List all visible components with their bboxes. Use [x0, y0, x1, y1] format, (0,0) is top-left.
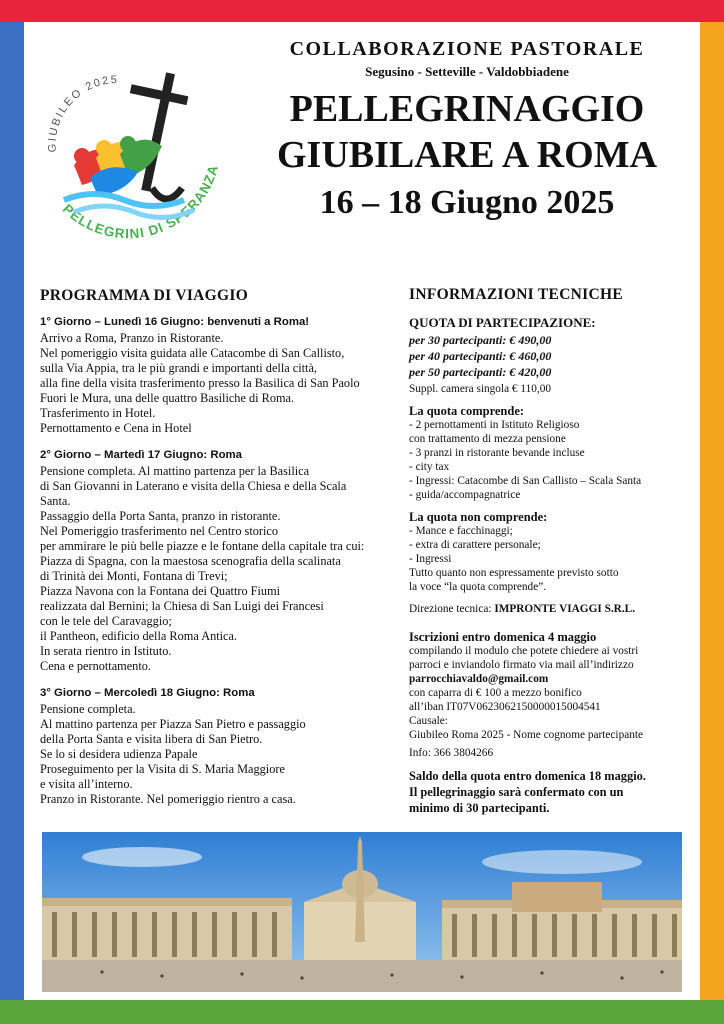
quota-title: QUOTA DI PARTECIPAZIONE:: [409, 315, 596, 330]
main-title-line-1: PELLEGRINAGGIO: [289, 88, 645, 130]
direction-company: IMPRONTE VIAGGI S.R.L.: [494, 603, 636, 615]
price-50: per 50 partecipanti: € 420,00: [409, 365, 552, 379]
day-line: realizzata dal Bernini; la Chiesa di San Luigi dei Francesi: [40, 599, 324, 613]
list-item: Tutto quanto non espressamente previsto sotto: [409, 567, 619, 579]
right-color-bar: [700, 22, 724, 1000]
day-line: Pensione completa. Al mattino partenza per la Basilica: [40, 464, 310, 478]
payment-line: Giubileo Roma 2025 - Nome cognome partecipante: [409, 729, 644, 741]
list-item: - 3 pranzi in ristorante bevande incluse: [409, 447, 585, 459]
day-line: In serata rientro in Istituto.: [40, 644, 172, 658]
payment-line: Causale:: [409, 715, 448, 727]
day-line: della Porta Santa e visita libera di San Pietro.: [40, 732, 263, 746]
day-line: di San Giovanni in Laterano e visita della Chiesa e della Scala: [40, 479, 347, 493]
day-line: per ammirare le più belle piazze e le fontane della capitale tra cui:: [40, 539, 365, 553]
includes-title: La quota comprende:: [409, 404, 525, 418]
left-color-bar: [0, 22, 24, 1000]
direction-label: Direzione tecnica:: [409, 603, 495, 615]
top-color-bar: [0, 0, 724, 22]
towns-subtitle: Segusino - Setteville - Valdobbiadene: [365, 64, 569, 79]
day-line: Trasferimento in Hotel.: [40, 406, 156, 420]
logo-arc-top-text: GIUBILEO 2025: [46, 73, 120, 153]
day-heading: 2° Giorno – Martedì 17 Giugno: Roma: [40, 449, 243, 461]
day-line: Pensione completa.: [40, 702, 136, 716]
bottom-color-bar: [0, 1000, 724, 1024]
list-item: - city tax: [409, 461, 450, 473]
list-item: - Ingressi: [409, 553, 452, 565]
day-line: Piazza di Spagna, con la maestosa scenografia della scalinata: [40, 554, 341, 568]
day-line: Proseguimento per la Visita di S. Maria Maggiore: [40, 762, 285, 776]
info-title: INFORMAZIONI TECNICHE: [409, 286, 623, 303]
trip-dates: 16 – 18 Giugno 2025: [319, 184, 615, 221]
list-item: - Ingressi: Catacombe di San Callisto – Scala Santa: [409, 475, 642, 487]
day-line: sulla Via Appia, tra le più grandi e importanti della città,: [40, 361, 318, 375]
day-heading: 1° Giorno – Lunedì 16 Giugno: benvenuti a Roma!: [40, 316, 310, 328]
day-line: alla fine della visita trasferimento presso la Basilica di San Paolo: [40, 376, 360, 390]
technical-direction: [409, 602, 687, 616]
day-line: Se lo si desidera udienza Papale: [40, 747, 198, 761]
enrollment-line: parroci e inviandolo firmato via mail all’indirizzo: [409, 659, 634, 671]
day-line: e visita all’interno.: [40, 777, 133, 791]
day-line: Fuori le Mura, una delle quattro Basiliche di Roma.: [40, 391, 295, 405]
day-line: Pernottamento e Cena in Hotel: [40, 421, 192, 435]
final-notes: [409, 768, 687, 816]
day-line: Arrivo a Roma, Pranzo in Ristorante.: [40, 331, 224, 345]
day-heading: 3° Giorno – Mercoledì 18 Giugno: Roma: [40, 687, 255, 699]
final-note-line: minimo di 30 partecipanti.: [409, 801, 550, 815]
day-line: Al mattino partenza per Piazza San Pietro e passaggio: [40, 717, 306, 731]
day-line: Nel pomeriggio visita guidata alle Catacombe di San Callisto,: [40, 346, 345, 360]
includes-list: [409, 418, 687, 502]
program-title: PROGRAMMA DI VIAGGIO: [40, 287, 249, 304]
day-line: il Pantheon, edificio della Roma Antica.: [40, 629, 238, 643]
excludes-title: La quota non comprende:: [409, 510, 548, 524]
jubilee-logo-icon: [34, 60, 234, 250]
day-line: Passaggio della Porta Santa, pranzo in ristorante.: [40, 509, 281, 523]
info-phone: Info: 366 3804266: [409, 747, 494, 759]
day-line: Cena e pernottamento.: [40, 659, 151, 673]
day-line: Pranzo in Ristorante. Nel pomeriggio rientro a casa.: [40, 792, 296, 806]
payment-line: all’iban IT07V0623062150000015004541: [409, 701, 601, 713]
list-item: - 2 pernottamenti in Istituto Religioso: [409, 419, 580, 431]
program-days: [40, 315, 400, 807]
program-day: [40, 686, 400, 807]
list-item: - guida/accompagnatrice: [409, 489, 521, 501]
logo-arc-side-text: PELLEGRINI DI SPERANZA: [59, 162, 222, 242]
final-note-line: Saldo della quota entro domenica 18 maggio.: [409, 769, 646, 783]
main-title-line-2: GIUBILARE A ROMA: [276, 134, 658, 176]
day-line: Piazza Navona con la Fontana dei Quattro Fiumi: [40, 584, 281, 598]
enrollment-line: compilando il modulo che potete chiedere ai vostri: [409, 645, 639, 657]
info-column: [409, 288, 687, 816]
collaboration-title: COLLABORAZIONE PASTORALE: [289, 38, 645, 60]
list-item: - extra di carattere personale;: [409, 539, 541, 551]
list-item: - Mance e facchinaggi;: [409, 525, 513, 537]
enrollment-title: Iscrizioni entro domenica 4 maggio: [409, 630, 597, 644]
program-column: [40, 288, 400, 819]
header: [262, 38, 672, 222]
program-day: [40, 448, 400, 674]
excludes-list: [409, 524, 687, 594]
price-30: per 30 partecipanti: € 490,00: [409, 333, 552, 347]
list-item: la voce “la quota comprende”.: [409, 581, 547, 593]
contact-email[interactable]: parrocchiavaldo@gmail.com: [409, 673, 549, 685]
final-note-line: Il pellegrinaggio sarà confermato con un: [409, 785, 624, 799]
day-line: Santa.: [40, 494, 71, 508]
program-day: [40, 315, 400, 436]
day-line: Nel Pomeriggio trasferimento nel Centro storico: [40, 524, 279, 538]
st-peters-square-photo: [42, 832, 682, 992]
price-40: per 40 partecipanti: € 460,00: [409, 349, 552, 363]
single-room-supplement: Suppl. camera singola € 110,00: [409, 383, 552, 395]
day-line: di Trinità dei Monti, Fontana di Trevi;: [40, 569, 228, 583]
list-item: con trattamento di mezza pensione: [409, 433, 566, 445]
payment-line: con caparra di € 100 a mezzo bonifico: [409, 687, 582, 699]
svg-text:GIUBILEO 2025: [46, 74, 119, 153]
day-line: con le tele del Caravaggio;: [40, 614, 172, 628]
